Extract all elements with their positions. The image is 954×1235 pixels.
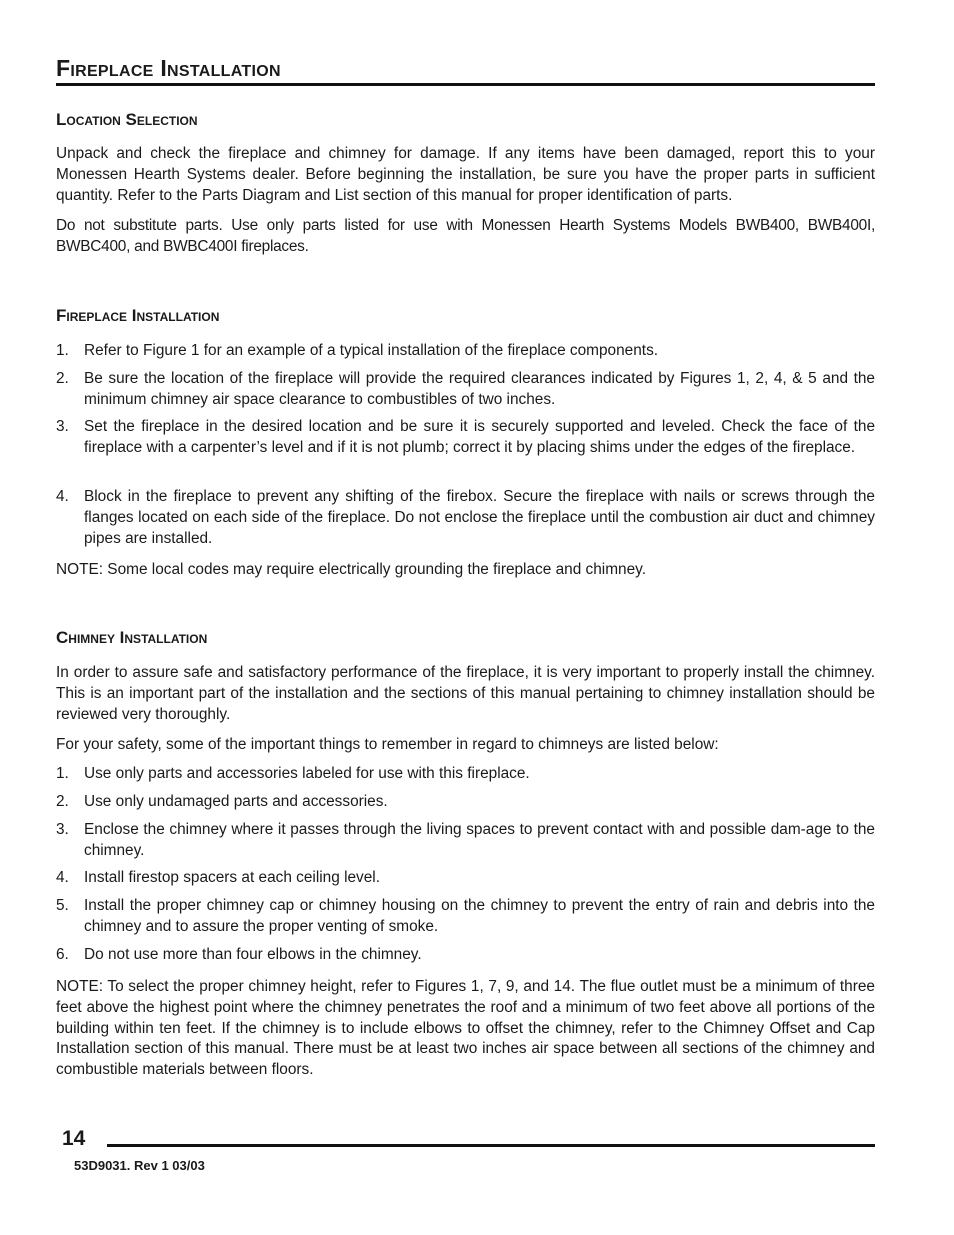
rule-number: 5. (56, 897, 69, 914)
chimney-rule-4 (56, 868, 875, 889)
rule-text: Use only undamaged parts and accessories. (84, 793, 388, 810)
location-selection-heading: Location Selection (56, 110, 198, 129)
rule-text: Do not use more than four elbows in the chimney. (84, 946, 422, 963)
document-revision-code: 53D9031. Rev 1 03/03 (74, 1158, 205, 1173)
fireplace-step-3 (56, 417, 875, 459)
rule-number: 2. (56, 793, 69, 810)
location-paragraph-2: Do not substitute parts. Use only parts listed for use with Monessen Hearth Systems Models BWB400, BWB400I, BWBC400, and BWBC400I fireplaces. (56, 217, 875, 255)
chimney-rule-2 (56, 792, 875, 813)
chimney-rule-6 (56, 945, 875, 966)
fireplace-installation-heading: Fireplace Installation (56, 306, 220, 325)
fireplace-step-4 (56, 487, 875, 549)
rule-text: Use only parts and accessories labeled for use with this fireplace. (84, 765, 530, 782)
rule-number: 3. (56, 821, 69, 838)
step-number: 1. (56, 342, 69, 359)
chimney-rule-3 (56, 820, 875, 862)
title-rule (56, 83, 875, 86)
rule-text: Install firestop spacers at each ceiling level. (84, 869, 380, 886)
rule-number: 6. (56, 946, 69, 963)
step-number: 2. (56, 370, 69, 387)
page-title: Fireplace Installation (56, 55, 281, 81)
footer-rule (107, 1144, 875, 1147)
chimney-installation-heading: Chimney Installation (56, 628, 208, 647)
step-text: Block in the fireplace to prevent any shifting of the firebox. Secure the fireplace with nails or screws through the flanges located on each side of the fireplace. Do not enclose the fireplace until the combustion air duct and chimney pipes are installed. (84, 488, 875, 547)
rule-number: 1. (56, 765, 69, 782)
location-paragraph-1: Unpack and check the fireplace and chimney for damage. If any items have been damaged, report this to your Monessen Hearth Systems dealer. Before beginning the installation, be sure you have the proper parts in sufficient quantity. Refer to the Parts Diagram and List section of this manual for proper identification of parts. (56, 145, 875, 204)
chimney-rule-1 (56, 764, 875, 785)
grounding-note: NOTE: Some local codes may require electrically grounding the fireplace and chimney. (56, 561, 646, 578)
step-text: Be sure the location of the fireplace will provide the required clearances indicated by Figures 1, 2, 4, & 5 and the minimum chimney air space clearance to combustibles of two inches. (84, 370, 875, 408)
rule-text: Enclose the chimney where it passes through the living spaces to prevent contact with and possible dam-age to the chimney. (84, 821, 875, 859)
chimney-height-note: NOTE: To select the proper chimney height, refer to Figures 1, 7, 9, and 14. The flue outlet must be a minimum of three feet above the highest point where the chimney penetrates the roof and a minimum of two feet above all portions of the building within ten feet. If the chimney is to include elbows to offset the chimney, refer to the Chimney Offset and Cap Installation section of this manual. There must be at least two inches air space between all sections of the chimney and combustible materials between floors. (56, 978, 875, 1079)
chimney-intro-paragraph: In order to assure safe and satisfactory performance of the fireplace, it is very important to properly install the chimney. This is an important part of the installation and the sections of this manual pertaining to chimney installation should be reviewed very thoroughly. (56, 664, 875, 723)
step-text: Set the fireplace in the desired location and be sure it is securely supported and leveled. Check the face of the fireplace with a carpenter’s level and if it is not plumb; correct it by placing shims under the edges of the fireplace. (84, 418, 875, 456)
rule-number: 4. (56, 869, 69, 886)
chimney-rule-5 (56, 896, 875, 938)
page-number: 14 (62, 1127, 86, 1150)
step-number: 3. (56, 418, 69, 435)
step-number: 4. (56, 488, 69, 505)
step-text: Refer to Figure 1 for an example of a typical installation of the fireplace components. (84, 342, 659, 359)
rule-text: Install the proper chimney cap or chimney housing on the chimney to prevent the entry of rain and debris into the chimney and to assure the proper venting of smoke. (84, 897, 875, 935)
safety-lead-paragraph: For your safety, some of the important things to remember in regard to chimneys are listed below: (56, 736, 719, 753)
fireplace-step-1 (56, 341, 875, 362)
fireplace-step-2 (56, 369, 875, 411)
